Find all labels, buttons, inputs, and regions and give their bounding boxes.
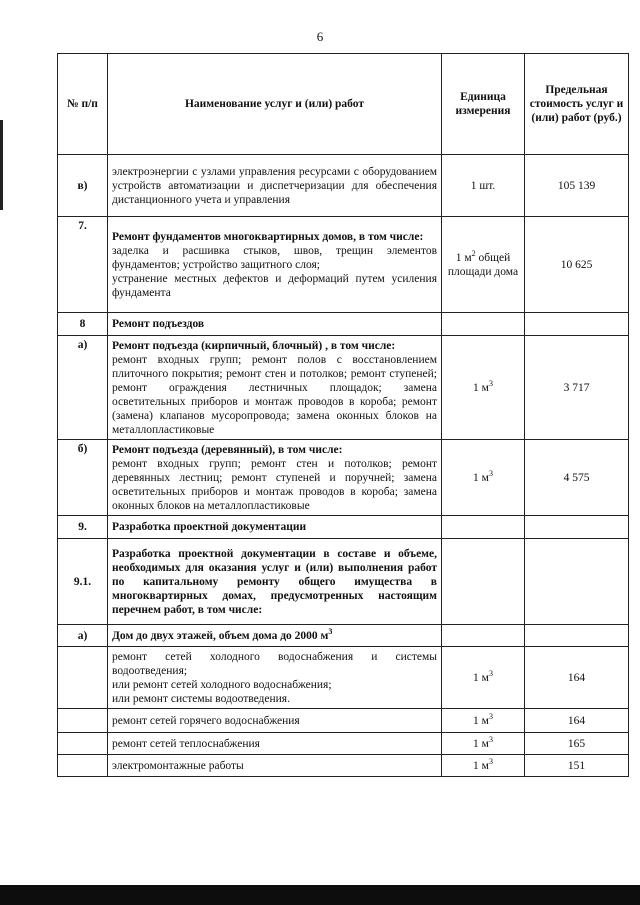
row-unit: 1 $м^3$ (442, 733, 525, 755)
row-unit (442, 539, 525, 625)
row-cost: 165 (525, 733, 629, 755)
row-num: б) (58, 440, 108, 516)
row-num (58, 733, 108, 755)
table-row (58, 755, 629, 777)
row-cost: 164 (525, 709, 629, 733)
row-unit: 1 $м^2$ общей площади дома (442, 217, 525, 313)
row-text: ремонт сетей горячего водоснабжения (108, 709, 442, 733)
header-unit: Единица измерения (442, 54, 525, 155)
row-title: Ремонт подъезда (кирпичный, блочный) , в том числе: (112, 339, 396, 352)
row-cost (525, 625, 629, 647)
row-num (58, 755, 108, 777)
row-text (108, 647, 442, 709)
table-row (58, 647, 629, 709)
scan-bottom-band (0, 885, 640, 905)
table-row (58, 440, 629, 516)
table-row (58, 217, 629, 313)
row-title: Дом до двух этажей, объем дома до 2000 $м^3$ (108, 625, 442, 647)
row-unit (442, 313, 525, 336)
table-row (58, 155, 629, 217)
row-line: ремонт сетей холодного водоснабжения и системы водоотведения; (112, 650, 437, 677)
row-title: Разработка проектной документации (108, 516, 442, 539)
row-num: в) (58, 155, 108, 217)
row-unit: 1 $м^3$ (442, 709, 525, 733)
row-num: 8 (58, 313, 108, 336)
row-unit (442, 625, 525, 647)
table-row (58, 733, 629, 755)
row-unit: 1 шт. (442, 155, 525, 217)
row-num (58, 647, 108, 709)
table-row (58, 336, 629, 440)
table-header-row (58, 54, 629, 155)
row-text (108, 440, 442, 516)
row-unit (442, 516, 525, 539)
row-unit: 1 $м^3$ (442, 336, 525, 440)
row-line: устранение местных дефектов и деформаций путем усиления фундамента (112, 272, 437, 299)
row-cost: 105 139 (525, 155, 629, 217)
row-cost (525, 516, 629, 539)
row-cost (525, 313, 629, 336)
row-num: а) (58, 336, 108, 440)
table-row (58, 313, 629, 336)
header-num: № п/п (58, 54, 108, 155)
row-num: 7. (58, 217, 108, 313)
row-title: Ремонт фундаментов многоквартирных домов, в том числе: (112, 230, 424, 243)
row-cost: 164 (525, 647, 629, 709)
page-number: 6 (316, 29, 324, 44)
row-text: ремонт сетей теплоснабжения (108, 733, 442, 755)
row-title: Ремонт подъездов (108, 313, 442, 336)
row-cost: 151 (525, 755, 629, 777)
row-num: 9. (58, 516, 108, 539)
table-row (58, 625, 629, 647)
table-row (58, 539, 629, 625)
row-unit: 1 $м^3$ (442, 755, 525, 777)
row-text (108, 217, 442, 313)
row-text (108, 336, 442, 440)
row-num: а) (58, 625, 108, 647)
row-text: электроэнергии с узлами управления ресурсами с оборудованием устройств автоматизации и диспетчеризации для обеспечения дистанционного учета и управления (108, 155, 442, 217)
header-name: Наименование услуг и (или) работ (108, 54, 442, 155)
row-cost: 10 625 (525, 217, 629, 313)
table-row (58, 709, 629, 733)
row-line: или ремонт сетей холодного водоснабжения; (112, 678, 332, 691)
row-line: ремонт входных групп; ремонт полов с восстановлением плиточного покрытия; ремонт стен и потолков; ремонт ступеней; ремонт ограждения лестничных площадок; замена осветительных приборов и монтаж проводов в короба; ремонт (замена) клапанов мусоропровода; замена оконных блоков на металлопластиковые (112, 353, 437, 436)
row-line: ремонт входных групп; ремонт стен и потолков; ремонт деревянных лестниц; ремонт ступеней и поручней; замена осветительных приборов и монтаж проводов в короба; замена оконных блоков на металлопластиковые (112, 457, 437, 512)
row-line: заделка и расшивка стыков, швов, трещин элементов фундаментов; устройство защитного слоя; (112, 244, 437, 271)
table-row (58, 516, 629, 539)
header-cost: Предельная стоимость услуг и (или) работ (руб.) (525, 54, 629, 155)
row-title: Разработка проектной документации в составе и объеме, необходимых для оказания услуг и (или) выполнения работ по капитальному ремонту общего имущества в многоквартирных домах, предусмотренных настоящим перечнем работ, в том числе: (108, 539, 442, 625)
row-num: 9.1. (58, 539, 108, 625)
row-num (58, 709, 108, 733)
row-cost (525, 539, 629, 625)
row-cost: 3 717 (525, 336, 629, 440)
row-unit: 1 $м^3$ (442, 647, 525, 709)
row-text: электромонтажные работы (108, 755, 442, 777)
row-line: или ремонт системы водоотведения. (112, 692, 290, 705)
scan-edge-mark (0, 120, 3, 210)
row-title: Ремонт подъезда (деревянный), в том числе: (112, 443, 343, 456)
row-unit: 1 $м^3$ (442, 440, 525, 516)
row-cost: 4 575 (525, 440, 629, 516)
services-cost-table (57, 53, 629, 777)
